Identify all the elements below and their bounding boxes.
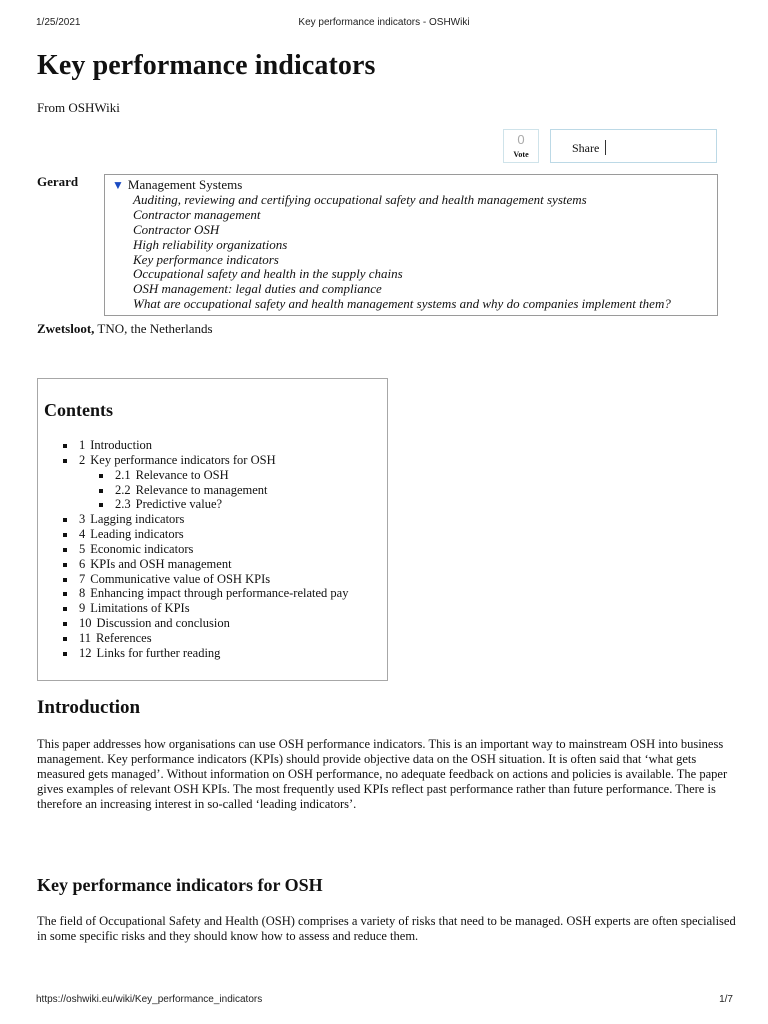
- category-item-auditing[interactable]: Auditing, reviewing and certifying occupational safety and health management systems: [133, 191, 587, 207]
- toc-item[interactable]: [99, 483, 348, 498]
- toc-item-number: 6: [79, 556, 86, 571]
- from-oshwiki: From OSHWiki: [37, 100, 120, 115]
- author-affiliation: TNO, the Netherlands: [94, 321, 213, 336]
- toc-item-label[interactable]: Key performance indicators for OSH: [90, 452, 276, 467]
- category-item-contractor-osh[interactable]: Contractor OSH: [133, 221, 220, 237]
- print-header-title: Key performance indicators - OSHWiki: [298, 17, 470, 28]
- toc-item[interactable]: [63, 572, 348, 587]
- section-heading-introduction: Introduction: [37, 697, 141, 718]
- toc-item-label[interactable]: References: [96, 630, 152, 645]
- toc-item[interactable]: [63, 453, 348, 468]
- category-item-kpi[interactable]: Key performance indicators: [133, 251, 279, 267]
- vote-widget[interactable]: [503, 129, 539, 163]
- toc-item-number: 2.1: [115, 467, 131, 482]
- toc-item-number: 2: [79, 452, 86, 467]
- toc-item[interactable]: [63, 601, 348, 616]
- toc-item-label[interactable]: Predictive value?: [135, 497, 223, 512]
- share-button[interactable]: [550, 129, 717, 163]
- toc-item-label[interactable]: Leading indicators: [90, 527, 184, 542]
- category-box: [104, 174, 718, 316]
- toc-item-number: 1: [79, 438, 86, 452]
- toc-item-label[interactable]: Lagging indicators: [90, 512, 185, 527]
- toc-item-number: 3: [79, 512, 86, 527]
- expand-arrow-icon[interactable]: ▼: [112, 178, 124, 192]
- kpi-for-osh-paragraph: The field of Occupational Safety and Health (OSH) comprises a variety of risks that need to be managed. OSH experts are often specialised in some specific risks and they should know how to assess and reduce them.: [37, 914, 736, 943]
- category-item-contractor-management[interactable]: Contractor management: [133, 206, 261, 222]
- toc-item-label[interactable]: Introduction: [90, 438, 153, 452]
- category-item-supply-chains[interactable]: Occupational safety and health in the supply chains: [133, 266, 403, 282]
- toc-item-number: 9: [79, 601, 86, 616]
- toc-item[interactable]: [63, 631, 348, 646]
- toc-item-label[interactable]: Links for further reading: [96, 645, 221, 660]
- toc-item-number: 4: [79, 527, 86, 542]
- print-date: 1/25/2021: [36, 17, 81, 28]
- toc-item[interactable]: [63, 616, 348, 631]
- author-last-name[interactable]: Zwetsloot,: [37, 321, 95, 336]
- category-item-legal-duties[interactable]: OSH management: legal duties and compliance: [133, 281, 382, 297]
- toc-item-label[interactable]: Relevance to management: [135, 482, 268, 497]
- toc-item[interactable]: [63, 527, 348, 542]
- category-item-what-are-oshms[interactable]: What are occupational safety and health management systems and why do companies implement them?: [133, 296, 671, 312]
- toc-item-number: 8: [79, 586, 86, 601]
- toc-item-label[interactable]: Limitations of KPIs: [90, 601, 190, 616]
- toc-item[interactable]: [63, 646, 348, 661]
- toc-item-number: 12: [79, 645, 92, 660]
- toc-title: Contents: [44, 400, 114, 420]
- introduction-paragraph: This paper addresses how organisations can use OSH performance indicators. This is an important way to mainstream OSH into business management. Key performance indicators (KPIs) should provide objective data on the OSH situation. It is often said that ‘what gets measured gets managed’. Without information on OSH performance, no adequate feedback on actions and policies is available. The paper gives examples of relevant OSH KPIs. The most frequently used KPIs reflect past performance rather than future performance. There is therefore an increasing interest in so-called ‘leading indicators’.: [37, 737, 728, 811]
- category-title[interactable]: Management Systems: [127, 177, 243, 192]
- toc-item-number: 2.3: [115, 497, 131, 512]
- toc-list: [63, 438, 348, 661]
- toc-item[interactable]: [63, 586, 348, 601]
- category-header[interactable]: [112, 178, 717, 193]
- page-title: Key performance indicators: [37, 50, 376, 81]
- print-footer-url: https://oshwiki.eu/wiki/Key_performance_indicators: [36, 994, 263, 1005]
- table-of-contents: [37, 378, 388, 681]
- toc-item[interactable]: [63, 438, 348, 453]
- share-cursor: [605, 140, 606, 155]
- author-line: [37, 321, 213, 337]
- print-page-number: 1/7: [719, 994, 733, 1005]
- toc-item-label[interactable]: KPIs and OSH management: [90, 556, 232, 571]
- toc-item-label[interactable]: Communicative value of OSH KPIs: [90, 571, 271, 586]
- toc-item-label[interactable]: Relevance to OSH: [135, 467, 229, 482]
- category-item-high-reliability[interactable]: High reliability organizations: [133, 236, 288, 252]
- toc-item-number: 11: [79, 630, 92, 645]
- toc-item[interactable]: [99, 468, 348, 483]
- toc-item-number: 2.2: [115, 482, 131, 497]
- vote-count: 0: [517, 132, 525, 147]
- vote-button[interactable]: Vote: [513, 150, 529, 159]
- toc-item[interactable]: [99, 497, 348, 512]
- toc-item-label[interactable]: Discussion and conclusion: [96, 616, 230, 631]
- section-heading-kpi-for-osh: Key performance indicators for OSH: [37, 875, 323, 895]
- toc-item[interactable]: [63, 557, 348, 572]
- toc-item[interactable]: [63, 542, 348, 557]
- toc-item[interactable]: [63, 512, 348, 527]
- toc-item-label[interactable]: Economic indicators: [90, 541, 194, 556]
- toc-item-label[interactable]: Enhancing impact through performance-related pay: [90, 586, 349, 601]
- share-label: Share: [572, 141, 600, 155]
- toc-item-number: 5: [79, 541, 86, 556]
- toc-item-number: 10: [79, 616, 92, 631]
- author-first-name[interactable]: Gerard: [37, 174, 79, 189]
- toc-item-number: 7: [79, 571, 86, 586]
